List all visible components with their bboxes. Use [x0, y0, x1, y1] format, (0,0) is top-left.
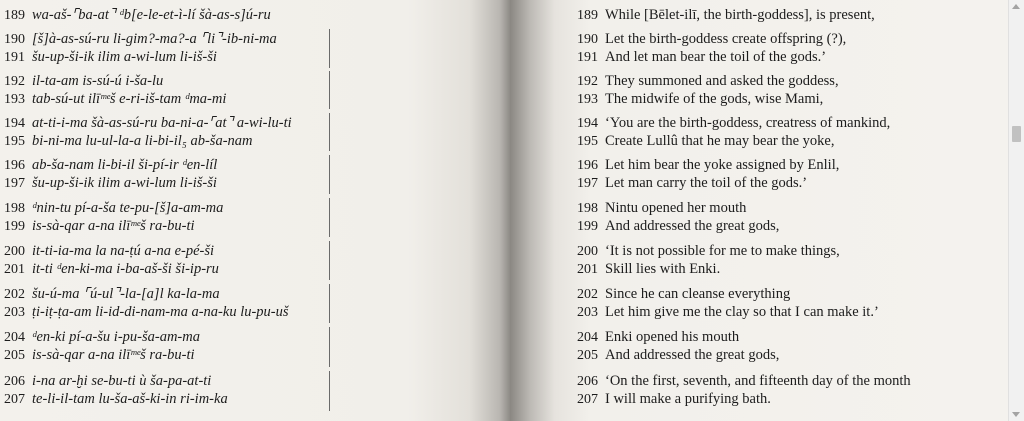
group-divider — [329, 29, 330, 68]
line-number: 195 — [577, 134, 598, 149]
line-number: 199 — [577, 219, 598, 234]
line-number: 195 — [4, 134, 25, 149]
akkadian-text: šu-up-ši-ik ilim a-wi-lum li-iš-ši — [32, 49, 217, 65]
akkadian-text: bi-ni-ma lu-ul-la-a li-bi-il₅ ab-ša-nam — [32, 133, 253, 149]
akkadian-text: ᵈen-ki pí-a-šu i-pu-ša-am-ma — [32, 329, 200, 345]
english-line — [577, 303, 879, 322]
english-line — [577, 390, 771, 409]
english-line — [577, 6, 875, 25]
line-number: 200 — [577, 244, 598, 259]
akkadian-line — [4, 48, 217, 67]
line-number: 202 — [577, 287, 598, 302]
akkadian-line — [4, 72, 163, 91]
line-number: 190 — [577, 32, 598, 47]
english-text: Let him bear the yoke assigned by Enlil, — [605, 157, 840, 173]
english-line — [577, 114, 890, 133]
english-text: And addressed the great gods, — [605, 218, 780, 234]
english-line — [577, 90, 823, 109]
akkadian-line — [4, 303, 289, 322]
group-divider — [329, 155, 330, 194]
english-text: While [Bēlet-ilī, the birth-goddess], is present, — [605, 7, 875, 23]
english-line — [577, 242, 840, 261]
line-number: 202 — [4, 287, 25, 302]
line-number: 206 — [577, 374, 598, 389]
line-number: 190 — [4, 32, 25, 47]
akkadian-text: [š]à-as-sú-ru li-gim?-ma?-a ⌜li⌝-ib-ni-ma — [32, 31, 277, 47]
akkadian-line — [4, 114, 292, 133]
line-number: 203 — [4, 305, 25, 320]
line-number: 196 — [4, 158, 25, 173]
line-number: 191 — [4, 50, 25, 65]
akkadian-text: tab-sú-ut ilīᵐᵉš e-ri-iš-tam ᵈma-mi — [32, 91, 227, 107]
line-number: 198 — [577, 201, 598, 216]
akkadian-line — [4, 372, 211, 391]
english-text: And let man bear the toil of the gods.’ — [605, 49, 827, 65]
english-text: ‘You are the birth-goddess, creatress of mankind, — [605, 115, 891, 131]
english-text: They summoned and asked the goddess, — [605, 73, 839, 89]
group-divider — [329, 284, 330, 323]
akkadian-text: šu-ú-ma ⌜ú-ul⌝-la-[a]l ka-la-ma — [32, 286, 220, 302]
akkadian-text: te-li-il-tam lu-ša-aš-ki-in ri-im-ka — [32, 391, 228, 407]
akkadian-text: at-ti-i-ma šà-as-sú-ru ba-ni-a-⌜at⌝ a-wi-lu-ti — [32, 115, 292, 131]
line-number: 193 — [577, 92, 598, 107]
line-number: 204 — [577, 330, 598, 345]
line-number: 193 — [4, 92, 25, 107]
line-number: 207 — [4, 392, 25, 407]
line-number: 189 — [577, 8, 598, 23]
english-line — [577, 260, 720, 279]
line-number: 194 — [577, 116, 598, 131]
group-divider — [329, 198, 330, 237]
group-divider — [329, 71, 330, 109]
english-line — [577, 132, 835, 151]
akkadian-line — [4, 285, 220, 304]
english-line — [577, 48, 826, 67]
line-number: 192 — [4, 74, 25, 89]
akkadian-line — [4, 156, 217, 175]
line-number: 205 — [4, 348, 25, 363]
line-number: 206 — [4, 374, 25, 389]
english-text: ‘On the first, seventh, and fifteenth day of the month — [605, 373, 911, 389]
line-number: 194 — [4, 116, 25, 131]
english-text: I will make a purifying bath. — [605, 391, 771, 407]
english-text: Nintu opened her mouth — [605, 200, 747, 216]
line-number: 192 — [577, 74, 598, 89]
group-divider — [329, 327, 330, 367]
akkadian-line — [4, 217, 195, 236]
english-line — [577, 328, 739, 347]
line-number: 200 — [4, 244, 25, 259]
line-number: 199 — [4, 219, 25, 234]
akkadian-line — [4, 90, 226, 109]
line-number: 205 — [577, 348, 598, 363]
akkadian-text: wa-aš-⌜ba-at⌝ ᵈb[e-le-et-ì-lí šà-as-s]ú-ru — [32, 7, 271, 23]
english-text: Create Lullû that he may bear the yoke, — [605, 133, 835, 149]
english-text: The midwife of the gods, wise Mami, — [605, 91, 824, 107]
akkadian-text: it-ti ᵈen-ki-ma i-ba-aš-ši ši-ip-ru — [32, 261, 219, 277]
english-text: And addressed the great gods, — [605, 347, 780, 363]
group-divider — [329, 371, 330, 411]
akkadian-text: il-ta-am is-sú-ú i-ša-lu — [32, 73, 164, 89]
line-number: 203 — [577, 305, 598, 320]
group-divider — [329, 113, 330, 151]
akkadian-line — [4, 242, 214, 261]
english-line — [577, 346, 779, 365]
line-number: 204 — [4, 330, 25, 345]
vertical-scrollbar[interactable] — [1008, 0, 1024, 421]
english-line — [577, 72, 839, 91]
english-text: ‘It is not possible for me to make things, — [605, 243, 840, 259]
akkadian-line — [4, 390, 228, 409]
english-line — [577, 199, 746, 218]
group-divider — [329, 241, 330, 280]
left-page-akkadian — [0, 0, 510, 421]
akkadian-text: is-sà-qar a-na ilīᵐᵉš ra-bu-ti — [32, 347, 195, 363]
english-line — [577, 30, 846, 49]
line-number: 197 — [577, 176, 598, 191]
english-text: Let the birth-goddess create offspring (?), — [605, 31, 847, 47]
scrollbar-thumb[interactable] — [1012, 126, 1021, 142]
english-text: Skill lies with Enki. — [605, 261, 721, 277]
scroll-down-arrow-icon[interactable] — [1012, 412, 1020, 417]
line-number: 198 — [4, 201, 25, 216]
akkadian-text: it-ti-ia-ma la na-ṭú a-na e-pé-ši — [32, 243, 215, 259]
line-number: 201 — [4, 262, 25, 277]
english-text: Enki opened his mouth — [605, 329, 740, 345]
line-number: 191 — [577, 50, 598, 65]
english-text: Let him give me the clay so that I can make it.’ — [605, 304, 879, 320]
akkadian-line — [4, 174, 217, 193]
english-line — [577, 217, 779, 236]
english-line — [577, 174, 807, 193]
akkadian-text: i-na ar-ḫi se-bu-ti ù ša-pa-at-ti — [32, 373, 212, 389]
line-number: 189 — [4, 8, 25, 23]
scroll-up-arrow-icon[interactable] — [1012, 4, 1020, 9]
akkadian-text: ṭi-iṭ-ṭa-am li-id-di-nam-ma a-na-ku lu-pu-uš — [32, 304, 289, 320]
akkadian-line — [4, 199, 223, 218]
akkadian-line — [4, 132, 253, 151]
english-line — [577, 285, 790, 304]
akkadian-line — [4, 328, 200, 347]
english-line — [577, 156, 839, 175]
akkadian-line — [4, 346, 195, 365]
right-page-english — [510, 0, 1008, 421]
line-number: 201 — [577, 262, 598, 277]
line-number: 207 — [577, 392, 598, 407]
akkadian-text: ᵈnin-tu pí-a-ša te-pu-[š]a-am-ma — [32, 200, 224, 216]
akkadian-line — [4, 30, 277, 49]
english-line — [577, 372, 911, 391]
akkadian-text: is-sà-qar a-na ilīᵐᵉš ra-bu-ti — [32, 218, 195, 234]
akkadian-line — [4, 260, 219, 279]
line-number: 197 — [4, 176, 25, 191]
akkadian-text: ab-ša-nam li-bi-il ši-pí-ir ᵈen-líl — [32, 157, 218, 173]
english-text: Let man carry the toil of the gods.’ — [605, 175, 808, 191]
akkadian-line — [4, 6, 271, 25]
line-number: 196 — [577, 158, 598, 173]
english-text: Since he can cleanse everything — [605, 286, 791, 302]
akkadian-text: šu-up-ši-ik ilim a-wi-lum li-iš-ši — [32, 175, 217, 191]
